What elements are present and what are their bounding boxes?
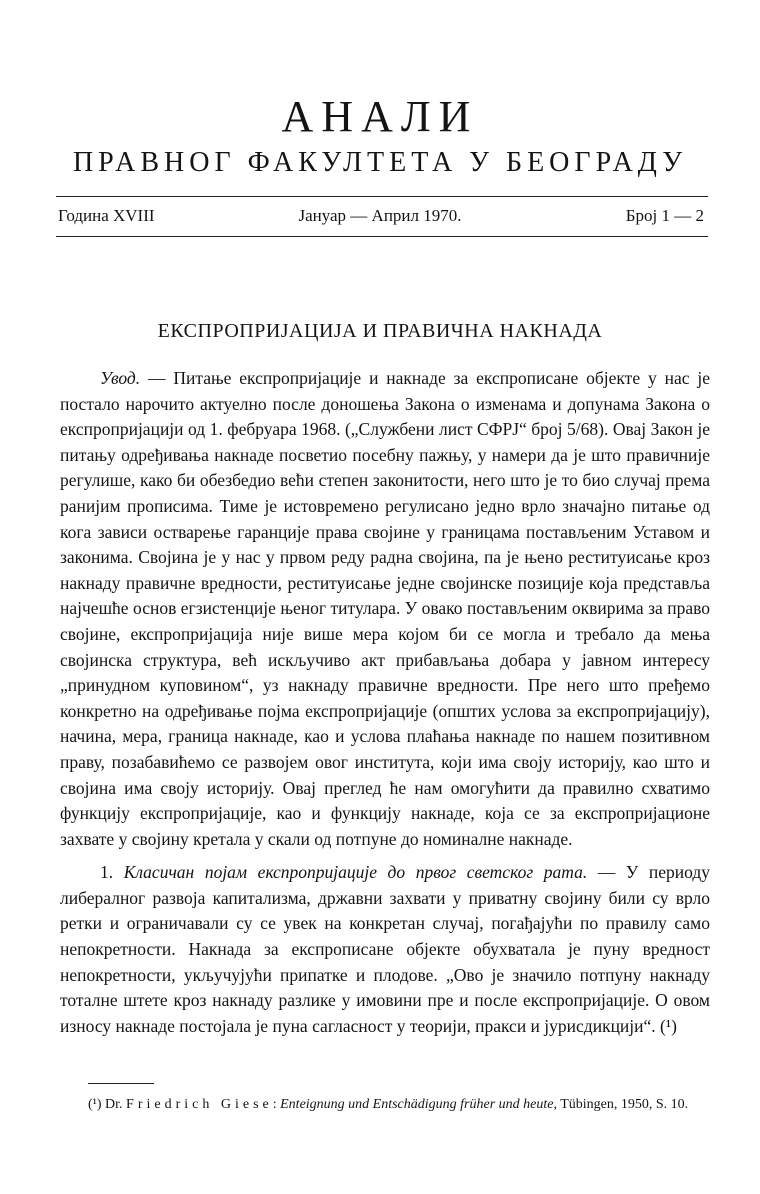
volume-year: Година XVIII: [58, 206, 155, 225]
footnote-marker: (¹) Dr.: [88, 1097, 127, 1112]
footnote-rule: [88, 1083, 154, 1084]
section-1-text: — У периоду либералног развоја капитализма, државни захвати у приватну својину били су врло ретки и ограничавали су се увек на конкретан случај, погађајући по правилу само непокретности. Накнада за експрописане објекте обухватала је пуну вредност непокретности, укључујући припатке и плодове. „Ово је значило потпуну накнаду тоталне штете кроз накнаду разлике у имовини пре и после експропријације. О овом износу накнаде постојала је пуна сагласност у теорији, пракси и јурисдикцији“. (¹): [60, 862, 711, 1036]
article-body: [60, 366, 710, 1039]
section-1-paragraph: [60, 860, 710, 1039]
intro-paragraph: [60, 366, 710, 852]
journal-title: АНАЛИ: [281, 92, 479, 141]
section-1-heading: Класичан појам експропријације до првог светског рата.: [123, 862, 588, 883]
footnote-separator: :: [272, 1097, 281, 1112]
article-title: ЕКСПРОПРИЈАЦИЈА И ПРАВИЧНА НАКНАДА: [157, 320, 603, 342]
intro-text: — Питање експропријације и накнаде за експрописане објекте у нас је постало нарочито актуелно после доношења Закона о изменама и допунама Закона о експропријацији од 1. фебруара 1968. („Службени лист СФРЈ“ број 5/68). Овај Закон је питању одређивања накнаде посветио посебну пажњу, у намери да је што правичније регулише, како би обезбедио већи степен законитости, него што је то био случај према ранијим прописима. Тиме је истовремено регулисано једно врло значајно питање од кога зависи остварење гаранције права својине у границама постављеним Уставом и законима. Својина је у нас у првом реду радна својина, па је њено реституисање кроз накнаду правичне вредности, реституисање једне својинске позиције која представља најчешће основ егзистенције њеног титулара. У овако постављеним оквирима за право својине, експропријација није више мера којом би се могла и требало да мења својинска структура, већ искључиво акт прибављања добара у јавном интересу „принудном куповином“, уз накнаду правичне вредности. Пре него што пређемо конкретно на одређивање појма експропријације (општих услова за експропријацију), начина, мера, граница накнаде, као и услова плаћања накнаде по нашем позитивном праву, позабавићемо се развојем овог института, који има своју историју, као што и својина има своју историју. Овај преглед ће нам омогућити да правилно схватимо функцију експропријације, као и функцију накнаде, која се за експропријационе захвате у својину кретала у скали од потпуне до номиналне накнаде.: [60, 368, 710, 849]
section-1-number: 1.: [100, 862, 124, 883]
journal-subtitle: ПРАВНОГ ФАКУЛТЕТА У БЕОГРАДУ: [72, 147, 688, 178]
footnote: [60, 1094, 710, 1115]
footnote-author: Friedrich Giese: [126, 1097, 273, 1112]
header-rule-top: [56, 196, 708, 197]
intro-lead: Увод.: [100, 368, 141, 388]
footnote-citation: , Tübingen, 1950, S. 10.: [553, 1097, 689, 1112]
issue-number: Број 1 — 2: [625, 206, 704, 225]
footnote-work-title: Enteignung und Entschädigung früher und heute: [280, 1097, 554, 1112]
header-rule-bottom: [56, 236, 708, 237]
issue-period: Јануар — Април 1970.: [298, 206, 462, 225]
